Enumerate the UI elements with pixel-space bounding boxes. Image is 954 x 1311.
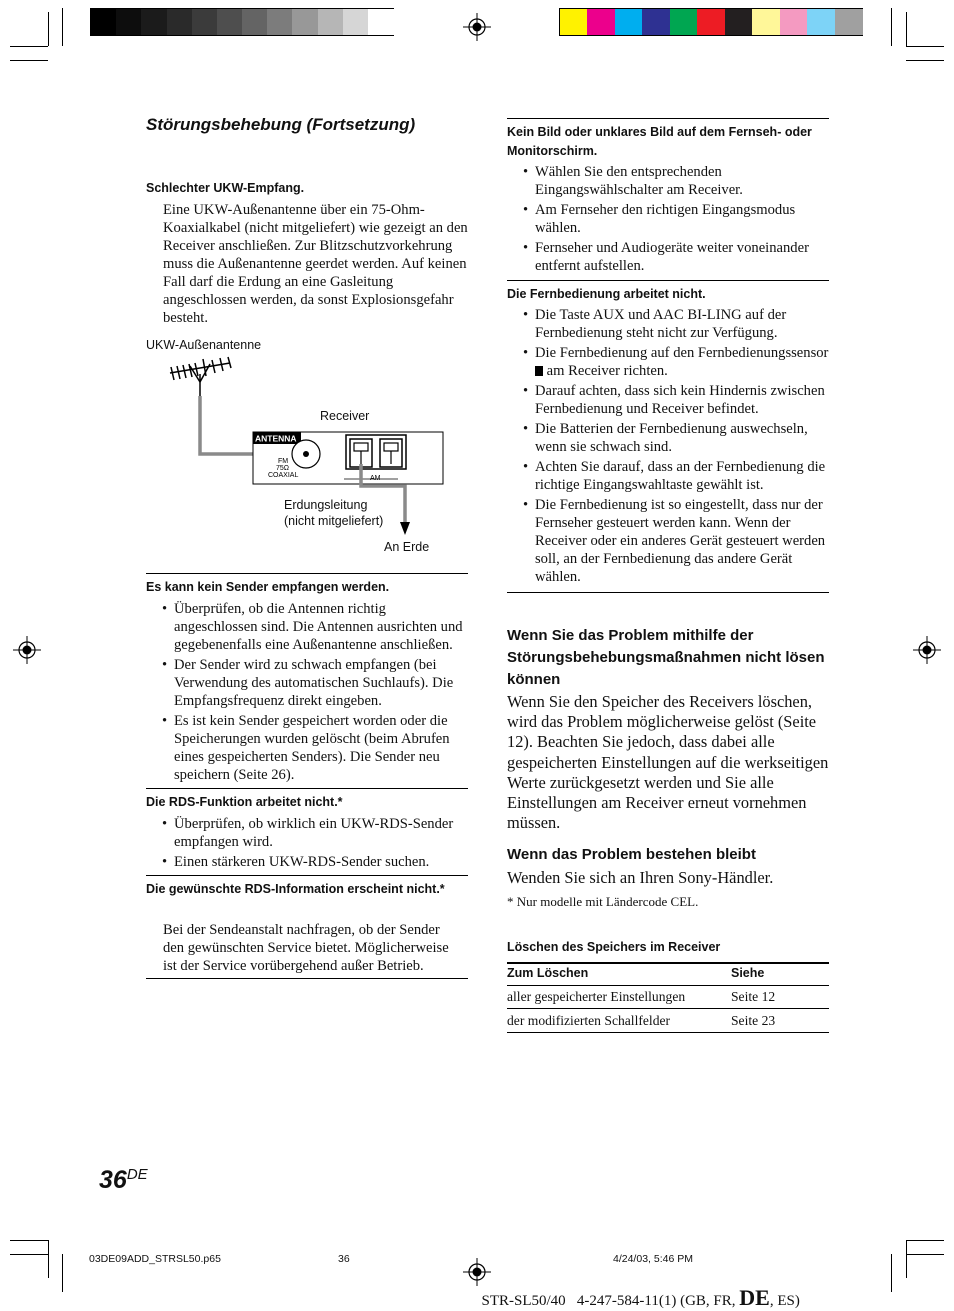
gray-swatch <box>292 9 318 35</box>
heading-ukw-reception: Schlechter UKW-Empfang. <box>146 181 305 195</box>
gray-swatch <box>343 9 369 35</box>
gray-swatch <box>267 9 293 35</box>
heading-problem-persists: Wenn das Problem bestehen bleibt <box>507 846 756 863</box>
list-item: • Achten Sie darauf, dass an der Fernbedienung die richtige Eingangswahltaste gewählt ist. <box>507 458 831 494</box>
divider <box>507 280 829 281</box>
no-station-list <box>146 600 470 786</box>
fm-antenna-icon <box>170 357 231 396</box>
ground-wire-label-2: (nicht mitgeliefert) <box>284 514 384 528</box>
list-item: • Einen stärkeren UKW-RDS-Sender suchen. <box>146 853 470 871</box>
problem-persists-text: Wenden Sie sich an Ihren Sony-Händler. <box>507 868 774 887</box>
heading-cannot-solve: Wenn Sie das Problem mithilfe der Störungsbehebungsmaßnahmen nicht lösen können <box>507 627 825 688</box>
footnote: * Nur modelle mit Ländercode CEL. <box>507 894 699 909</box>
divider <box>507 592 829 593</box>
heading-no-station: Es kann kein Sender empfangen werden. <box>146 580 390 594</box>
color-swatch <box>615 9 643 35</box>
divider <box>146 978 468 979</box>
antenna-label: UKW-Außenantenne <box>146 338 262 352</box>
color-swatch <box>780 9 808 35</box>
list-item: • Überprüfen, ob die Antennen richtig angeschlossen sind. Die Antennen ausrichten und gegebenenfalls eine Außenantenne anschließen. <box>146 600 470 654</box>
divider <box>146 875 468 876</box>
footer-page: 36 <box>338 1253 350 1265</box>
table-header-col2: Siehe <box>731 966 765 980</box>
color-swatch <box>642 9 670 35</box>
no-picture-list <box>507 163 831 277</box>
table-header-col1: Zum Löschen <box>507 966 589 980</box>
table-cell: der modifizierten Schallfelder <box>507 1013 671 1028</box>
remote-list <box>507 306 831 588</box>
table-bottom-rule <box>507 1032 829 1033</box>
table-rule <box>507 985 829 986</box>
rds-list <box>146 815 470 873</box>
heading-no-picture: Kein Bild oder unklares Bild auf dem Fernseh- oder Monitorschirm. <box>507 125 812 158</box>
list-item: • Die Batterien der Fernbedienung auswechseln, wenn sie schwach sind. <box>507 420 831 456</box>
gray-swatch <box>167 9 193 35</box>
footer-model-lang: DE <box>739 1285 770 1310</box>
ground-wire-label-1: Erdungsleitung <box>284 498 368 512</box>
color-swatch <box>835 9 863 35</box>
gray-swatch <box>242 9 268 35</box>
gray-swatch <box>116 9 142 35</box>
list-item: • Überprüfen, ob wirklich ein UKW-RDS-Sender empfangen wird. <box>146 815 470 851</box>
heading-rds-info: Die gewünschte RDS-Information erscheint nicht.* <box>146 882 445 896</box>
svg-text:AM: AM <box>370 475 381 482</box>
page-number-value: 36 <box>99 1166 127 1194</box>
svg-text:ANTENNA: ANTENNA <box>255 433 297 444</box>
page-number-suffix: DE <box>126 1166 148 1183</box>
table-cell: Seite 23 <box>731 1013 776 1028</box>
list-item: • Wählen Sie den entsprechenden Eingangswählschalter am Receiver. <box>507 163 831 199</box>
svg-text:COAXIAL: COAXIAL <box>268 472 299 479</box>
list-item-suffix: am Receiver richten. <box>543 363 668 379</box>
ukw-reception-text: Eine UKW-Außenantenne über ein 75-Ohm-Koaxialkabel (nicht mitgeliefert) wie gezeigt an den Receiver anschließen. Zur Blitzschutzvorkehrung muss die Außenantenne geerdet werden. Auf keinen Fall darf die Erdung an eine Gasleitung angeschlossen werden, da sonst Explosionsgefahr besteht. <box>163 202 468 326</box>
gray-swatch <box>318 9 344 35</box>
footer-date: 4/24/03, 5:46 PM <box>613 1253 693 1265</box>
gray-swatch <box>192 9 218 35</box>
page-number <box>99 1166 148 1195</box>
cannot-solve-text: Wenn Sie den Speicher des Receivers löschen, wird das Problem möglicherweise gelöst (Seite 12). Beachten Sie jedoch, dass dabei alle gespeicherten Einstellungen auf die werkseitigen Werte zurückgesetzt werden und Sie alle Einstellungen am Receiver erneut vornehmen müssen. <box>507 692 829 833</box>
list-item: • Es ist kein Sender gespeichert worden oder die Speicherungen wurden gelöscht (beim Abrufen eines gespeicherten Senders). Die Sender neu speichern (Seite 26). <box>146 712 470 784</box>
gray-swatch <box>91 9 117 35</box>
footer-file: 03DE09ADD_STRSL50.p65 <box>89 1253 221 1265</box>
table-cell: Seite 12 <box>731 989 776 1004</box>
list-item: • Darauf achten, dass sich kein Hindernis zwischen Fernbedienung und Receiver befindet. <box>507 382 831 418</box>
gray-swatch <box>217 9 243 35</box>
color-swatch <box>587 9 615 35</box>
color-swatch <box>725 9 753 35</box>
color-swatch <box>670 9 698 35</box>
table-cell: aller gespeicherter Einstellungen <box>507 989 686 1004</box>
footer-model <box>474 1268 800 1311</box>
registration-mark-top <box>463 13 491 41</box>
gray-swatch <box>368 9 394 35</box>
registration-mark-right <box>913 636 941 664</box>
gray-swatch <box>141 9 167 35</box>
heading-rds-not-working: Die RDS-Funktion arbeitet nicht.* <box>146 795 343 809</box>
color-swatch <box>697 9 725 35</box>
section-title: Störungsbehebung (Fortsetzung) <box>146 115 416 134</box>
list-item: • Die Taste AUX und AAC BI-LING auf der Fernbedienung steht nicht zur Verfügung. <box>507 306 831 342</box>
svg-text:75Ω: 75Ω <box>276 465 290 472</box>
rds-info-text: Bei der Sendeanstalt nachfragen, ob der Sender den gewünschten Service bietet. Möglicherweise ist der Service vorübergehend außer Betrieb. <box>163 922 449 974</box>
table-caption: Löschen des Speichers im Receiver <box>507 940 721 954</box>
earth-label: An Erde <box>384 540 430 554</box>
registration-mark-left <box>13 636 41 664</box>
table-top-rule <box>507 962 829 964</box>
remote-sensor-icon <box>535 366 543 376</box>
color-swatch <box>807 9 835 35</box>
footer-model-suffix: , ES) <box>769 1293 800 1309</box>
receiver-label: Receiver <box>320 409 370 423</box>
heading-remote-not-working: Die Fernbedienung arbeitet nicht. <box>507 287 706 301</box>
antenna-wiring-illustration <box>146 336 468 558</box>
ground-arrow <box>400 522 410 535</box>
list-item: • Die Fernbedienung auf den Fernbedienungssensor am Receiver richten. <box>507 344 831 380</box>
list-item: • Am Fernseher den richtigen Eingangsmodus wählen. <box>507 201 831 237</box>
divider <box>507 118 829 119</box>
color-bar <box>559 8 863 36</box>
list-item: • Der Sender wird zu schwach empfangen (bei Verwendung des automatischen Suchlaufs). Die Empfangsfrequenz direkt eingeben. <box>146 656 470 710</box>
list-item: • Die Fernbedienung ist so eingestellt, dass nur der Fernseher gesteuert werden kann. Wenn der Receiver oder ein anderes Gerät gesteuert werden soll, an der Fernbedienung das andere Gerät wählen. <box>507 496 831 586</box>
table-rule <box>507 1008 829 1009</box>
gray-scale-bar <box>90 8 394 36</box>
color-swatch <box>752 9 780 35</box>
antenna-diagram <box>146 336 468 558</box>
footer-model-prefix: STR-SL50/40 4-247-584-11(1) (GB, FR, <box>481 1293 740 1309</box>
svg-text:FM: FM <box>278 458 289 465</box>
color-swatch <box>560 9 588 35</box>
divider <box>146 573 468 574</box>
list-item: • Fernseher und Audiogeräte weiter voneinander entfernt aufstellen. <box>507 239 831 275</box>
divider <box>146 788 468 789</box>
